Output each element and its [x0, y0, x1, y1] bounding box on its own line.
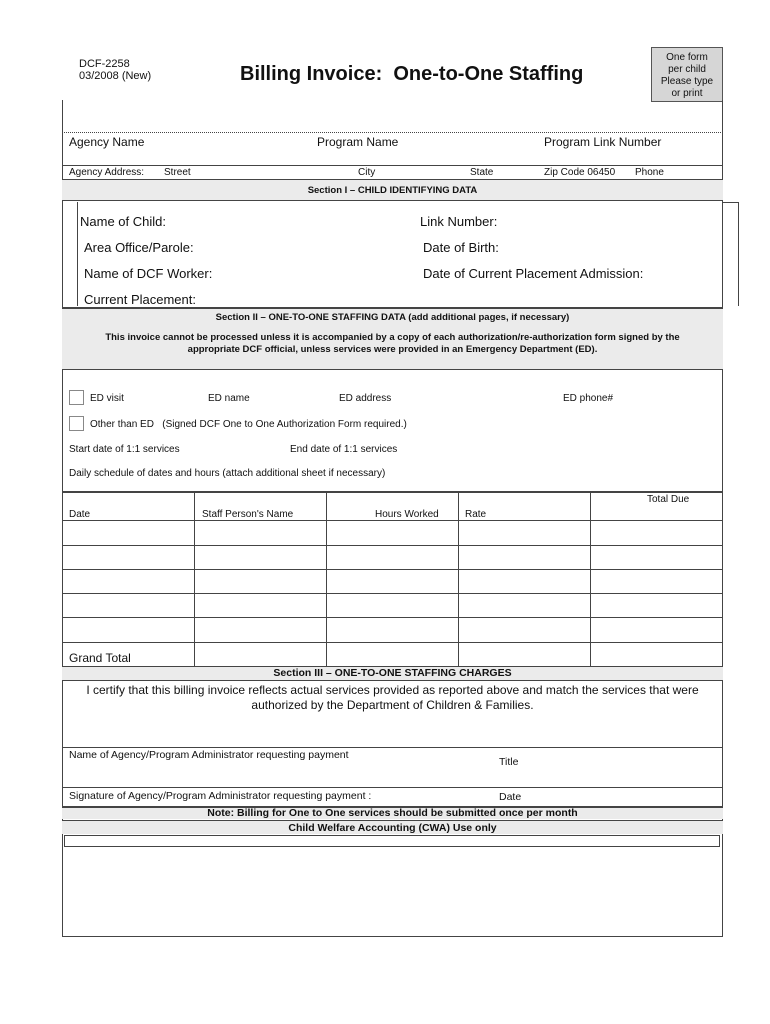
- page-title: Billing Invoice: One-to-One Staffing: [240, 63, 584, 85]
- agency-address-label: Agency Address:: [69, 167, 145, 178]
- start-date-field[interactable]: Start date of 1:1 services: [69, 444, 180, 455]
- divider: [62, 747, 723, 748]
- section1-right-rule: [738, 202, 739, 306]
- section2-notice-line2: appropriate DCF official, unless services were provided in an Emergency Department (ED).: [187, 344, 598, 355]
- ed-visit-label: ED visit: [90, 393, 124, 404]
- signature-field[interactable]: Signature of Agency/Program Administrator requesting payment :: [69, 790, 372, 802]
- col-header-staff-name: Staff Person's Name: [202, 509, 294, 520]
- placement-admission-date-field[interactable]: Date of Current Placement Admission:: [423, 266, 644, 281]
- table-row[interactable]: [62, 618, 723, 642]
- certification-line1: I certify that this billing invoice reflects actual services provided as reported above and match the services that were: [86, 683, 699, 697]
- end-date-field[interactable]: End date of 1:1 services: [290, 444, 398, 455]
- section2-notice-line1: This invoice cannot be processed unless it is accompanied by a copy of each authorization/re-authorization form signed by the: [105, 332, 680, 343]
- grand-total-label: Grand Total: [69, 651, 131, 665]
- daily-schedule-label: Daily schedule of dates and hours (attach additional sheet if necessary): [69, 468, 386, 479]
- cwa-use-only-label: Child Welfare Accounting (CWA) Use only: [288, 822, 497, 834]
- col-header-date: Date: [69, 509, 91, 520]
- form-date: 03/2008 (New): [79, 70, 152, 82]
- title-field[interactable]: Title: [499, 756, 519, 768]
- section1-right-tick: [722, 202, 739, 203]
- ed-address-field[interactable]: ED address: [339, 393, 392, 404]
- section3-title: Section III – ONE-TO-ONE STAFFING CHARGES: [273, 667, 512, 679]
- admin-name-field[interactable]: Name of Agency/Program Administrator requesting payment: [69, 749, 349, 761]
- ed-phone-field[interactable]: ED phone#: [563, 393, 614, 404]
- table-row[interactable]: [62, 521, 723, 545]
- divider: [62, 680, 723, 681]
- instruction-line: One form: [666, 52, 708, 63]
- state-field[interactable]: State: [470, 167, 494, 178]
- zip-code-field[interactable]: Zip Code 06450: [544, 167, 616, 178]
- city-field[interactable]: City: [358, 167, 376, 178]
- billing-note: Note: Billing for One to One services should be submitted once per month: [207, 807, 578, 819]
- section2-title: Section II – ONE-TO-ONE STAFFING DATA (add additional pages, if necessary): [215, 312, 570, 323]
- name-of-child-field[interactable]: Name of Child:: [80, 214, 166, 229]
- other-than-ed-checkbox[interactable]: [69, 416, 84, 431]
- section1-title: Section I – CHILD IDENTIFYING DATA: [307, 185, 478, 196]
- link-number-field[interactable]: Link Number:: [420, 214, 498, 229]
- dcf-worker-field[interactable]: Name of DCF Worker:: [84, 266, 213, 281]
- current-placement-field[interactable]: Current Placement:: [84, 292, 196, 307]
- program-link-number-field[interactable]: Program Link Number: [544, 135, 662, 149]
- col-header-total-due: Total Due: [647, 494, 690, 505]
- table-row-rule: [62, 642, 723, 643]
- section1-left-rule: [77, 202, 78, 306]
- divider: [62, 132, 723, 133]
- table-row[interactable]: [62, 594, 723, 617]
- area-office-field[interactable]: Area Office/Parole:: [84, 240, 194, 255]
- frame-bottom: [62, 936, 723, 937]
- form-number: DCF-2258: [79, 58, 130, 70]
- certification-line2: authorized by the Department of Children & Families.: [251, 698, 534, 712]
- table-row[interactable]: [62, 546, 723, 569]
- date-of-birth-field[interactable]: Date of Birth:: [423, 240, 499, 255]
- ed-name-field[interactable]: ED name: [208, 393, 250, 404]
- agency-name-field[interactable]: Agency Name: [69, 135, 145, 149]
- ed-visit-checkbox[interactable]: [69, 390, 84, 405]
- divider: [62, 165, 723, 166]
- instruction-box: [651, 47, 723, 102]
- date-field[interactable]: Date: [499, 791, 522, 803]
- other-than-ed-label: Other than ED (Signed DCF One to One Authorization Form required.): [90, 419, 407, 430]
- col-header-rate: Rate: [465, 509, 487, 520]
- col-header-hours-worked: Hours Worked: [375, 509, 439, 520]
- cwa-use-field[interactable]: [64, 835, 720, 847]
- table-top-rule: [62, 491, 723, 493]
- instruction-line: Please type: [660, 76, 714, 87]
- instruction-line: per child: [668, 64, 706, 75]
- phone-field[interactable]: Phone: [635, 167, 664, 178]
- street-field[interactable]: Street: [164, 167, 191, 178]
- table-row[interactable]: [62, 570, 723, 593]
- divider: [62, 787, 723, 788]
- instruction-line: or print: [671, 88, 703, 99]
- program-name-field[interactable]: Program Name: [317, 135, 399, 149]
